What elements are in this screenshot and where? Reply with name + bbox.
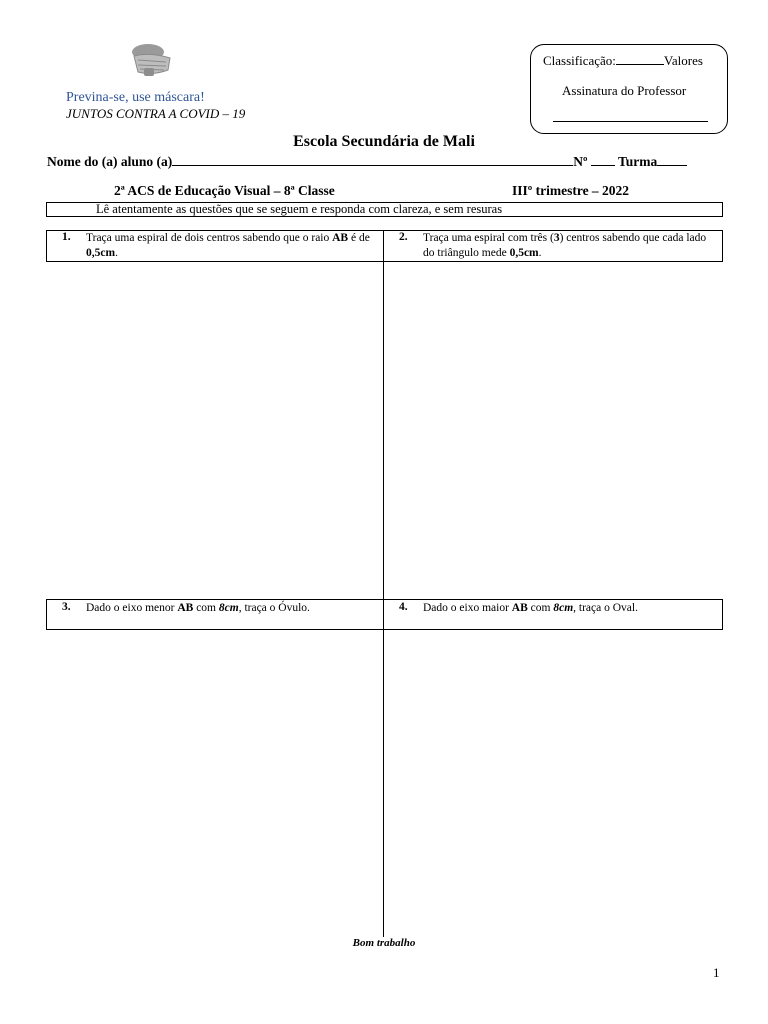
- question-text-run: 8cm: [553, 602, 574, 614]
- question-3-text: [86, 601, 378, 616]
- values-label: Valores: [663, 53, 703, 68]
- question-2-text: [423, 231, 715, 261]
- name-label: Nome do (a) aluno (a): [47, 154, 173, 169]
- question-1-number: 1.: [62, 231, 71, 243]
- signature-label: Assinatura do Professor: [562, 83, 687, 98]
- question-2-number: 2.: [399, 231, 408, 243]
- question-text-run: , traça o Oval.: [573, 602, 638, 614]
- question-text-run: AB: [177, 602, 194, 614]
- question-text-run: AB: [511, 602, 528, 614]
- face-mask-icon: [126, 42, 174, 78]
- question-text-run: é de: [348, 232, 370, 244]
- question-text-run: com: [527, 602, 554, 614]
- instruction-text: Lê atentamente as questões que se seguem e responda com clareza, e sem resuras: [96, 202, 503, 216]
- grade-blank[interactable]: [616, 52, 664, 65]
- question-text-run: Dado o eixo maior: [423, 602, 512, 614]
- question-text-run: 3: [553, 232, 560, 244]
- question-text-run: .: [538, 247, 542, 259]
- question-text-run: 0,5cm: [509, 247, 539, 259]
- covid-campaign-text: JUNTOS CONTRA A COVID – 19: [66, 106, 246, 121]
- question-1-text: [86, 231, 378, 261]
- question-text-run: ) centros sabendo que cada lado do triângulo mede: [423, 232, 707, 259]
- classification-line: [543, 52, 703, 69]
- class-label: Turma: [617, 154, 658, 169]
- closing-message: Bom trabalho: [352, 937, 416, 949]
- question-text-run: AB: [332, 232, 349, 244]
- number-blank[interactable]: [591, 152, 615, 166]
- question-text-run: com: [193, 602, 219, 614]
- question-text-run: 0,5cm: [86, 247, 116, 259]
- classification-label: Classificação:: [543, 53, 616, 68]
- question-text-run: Dado o eixo menor: [86, 602, 178, 614]
- signature-blank[interactable]: [553, 121, 708, 122]
- covid-slogan: Previna-se, use máscara!: [66, 90, 205, 105]
- exam-title: 2ª ACS de Educação Visual – 8ª Classe: [114, 183, 335, 198]
- question-4-text: [423, 601, 715, 616]
- question-3-number: 3.: [62, 601, 71, 613]
- student-info-row: [47, 152, 687, 170]
- center-divider: [383, 230, 384, 937]
- question-text-run: Traça uma espiral com três (: [423, 232, 554, 244]
- page-number: 1: [713, 965, 720, 980]
- question-text-run: , traça o Óvulo.: [238, 602, 310, 614]
- question-text-run: .: [115, 247, 118, 259]
- trimester-label: IIIº trimestre – 2022: [512, 183, 630, 198]
- question-4-number: 4.: [399, 601, 408, 613]
- question-text-run: Traça uma espiral de dois centros sabendo que o raio: [86, 232, 333, 244]
- number-label: Nº: [573, 154, 588, 169]
- question-text-run: 8cm: [218, 602, 239, 614]
- class-blank[interactable]: [657, 152, 687, 166]
- name-blank[interactable]: [172, 152, 573, 166]
- school-name: Escola Secundária de Mali: [293, 133, 475, 150]
